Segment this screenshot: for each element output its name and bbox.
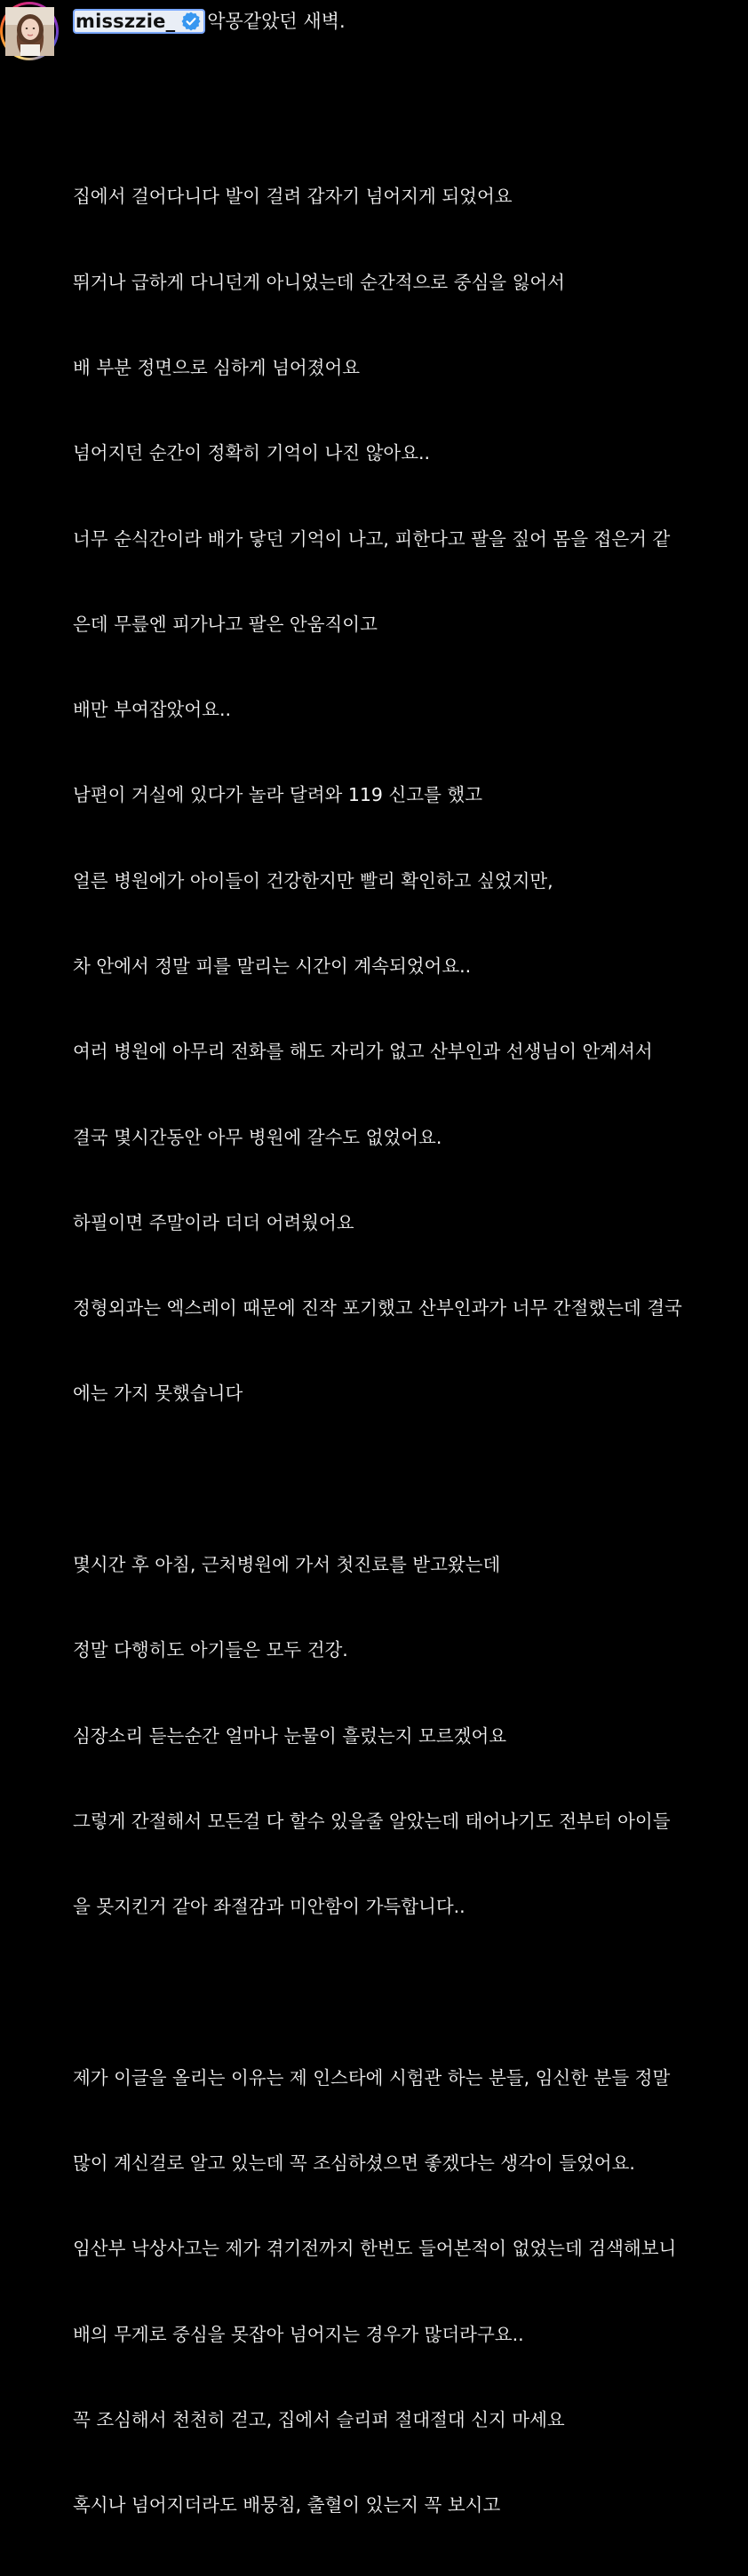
avatar-gap [3, 4, 56, 58]
caption-header [73, 5, 746, 37]
avatar[interactable] [5, 7, 54, 56]
caption-line: 많이 계신걸로 알고 있는데 꼭 조심하셨으면 좋겠다는 생각이 들었어요. [73, 2152, 635, 2174]
avatar-image [5, 7, 54, 56]
blank-line [73, 1465, 746, 1494]
caption-line: 남편이 거실에 있다가 놀라 달려와 119 신고를 했고 [73, 784, 482, 806]
caption-line: 에는 가지 못했습니다 [73, 1383, 243, 1405]
caption-line: 배 부분 정면으로 심하게 넘어졌어요 [73, 357, 361, 379]
username-link[interactable] [73, 9, 205, 34]
username[interactable]: misszzie_ [76, 11, 176, 32]
caption-line: 몇시간 후 아침, 근처병원에 가서 첫진료를 받고왔는데 [73, 1553, 501, 1575]
caption-line: 꼭 조심해서 천천히 걷고, 집에서 슬리퍼 절대절대 신지 마세요 [73, 2408, 565, 2430]
caption-line: 여러 병원에 아무리 전화를 해도 자리가 없고 산부인과 선생님이 안계셔서 [73, 1041, 653, 1063]
caption-line: 배의 무게로 중심을 못잡아 넘어지는 경우가 많더라구요.. [73, 2323, 524, 2345]
caption-line: 정말 다행히도 아기들은 모두 건강. [73, 1639, 348, 1661]
caption-line: 배만 부여잡았어요.. [73, 699, 231, 721]
caption-line: 정형외과는 엑스레이 때문에 진작 포기했고 산부인과가 너무 간절했는데 결국 [73, 1297, 682, 1320]
caption-line: 뛰거나 급하게 다니던게 아니었는데 순간적으로 중심을 잃어서 [73, 271, 565, 293]
caption-line: 그렇게 간절해서 모든걸 다 할수 있을줄 알았는데 태어나기도 전부터 아이들 [73, 1810, 671, 1832]
caption-line: 얼른 병원에가 아이들이 건강한지만 빨리 확인하고 싶었지만, [73, 869, 553, 892]
caption-line: 넘어지던 순간이 정확히 기억이 나진 않아요.. [73, 442, 431, 464]
caption-line: 임산부 낙상사고는 제가 겪기전까지 한번도 들어본적이 없었는데 검색해보니 [73, 2238, 677, 2260]
caption-line: 하필이면 주말이라 더더 어려웠어요 [73, 1211, 354, 1233]
avatar-story-ring[interactable] [0, 2, 59, 60]
blank-line [73, 1978, 746, 2006]
caption-body [73, 40, 746, 2576]
post-caption [73, 5, 746, 2576]
caption-line: 심장소리 듣는순간 얼마나 눈물이 흘렀는지 모르겠어요 [73, 1724, 507, 1747]
caption-line: 을 못지킨거 같아 좌절감과 미안함이 가득합니다.. [73, 1896, 466, 1918]
caption-line: 제가 이글을 올리는 이유는 제 인스타에 시험관 하는 분들, 임신한 분들 정말 [73, 2066, 671, 2089]
verified-badge-icon [180, 11, 202, 32]
caption-line: 차 안에서 정말 피를 말리는 시간이 계속되었어요.. [73, 955, 472, 977]
caption-line: 혹시나 넘어지더라도 배뭉침, 출혈이 있는지 꼭 보시고 [73, 2494, 501, 2517]
caption-line: 은데 무릎엔 피가나고 팔은 안움직이고 [73, 613, 378, 635]
caption-line: 결국 몇시간동안 아무 병원에 갈수도 없었어요. [73, 1126, 442, 1148]
caption-first-line: 악몽같았던 새벽. [207, 11, 346, 32]
caption-line: 너무 순식간이라 배가 닿던 기억이 나고, 피한다고 팔을 짚어 몸을 접은거 같 [73, 527, 671, 550]
blank-line [73, 97, 746, 125]
caption-line: 집에서 걸어다니다 발이 걸려 갑자기 넘어지게 되었어요 [73, 186, 513, 208]
